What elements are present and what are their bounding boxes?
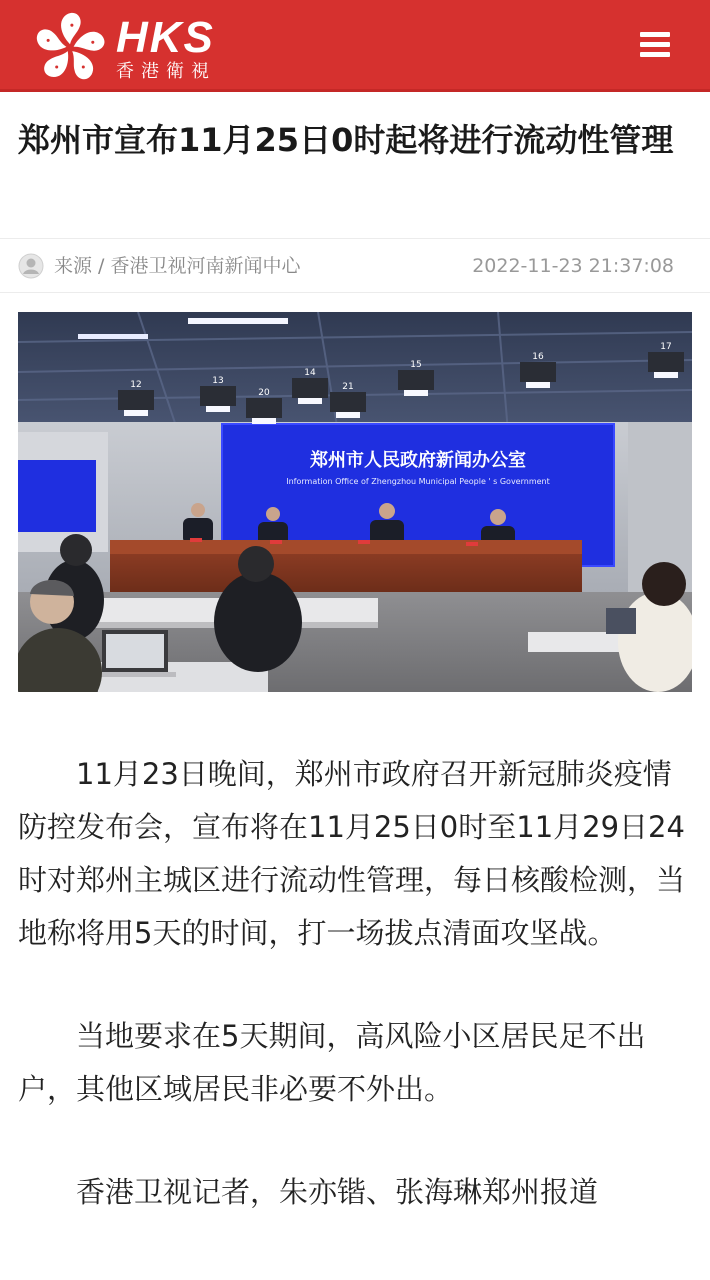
stage-light-glow bbox=[298, 398, 322, 404]
stage-light-number: 21 bbox=[342, 382, 354, 392]
stage-light-number: 14 bbox=[304, 368, 316, 378]
article-source: 来源 / 香港卫视河南新闻中心 bbox=[54, 255, 301, 277]
article-body bbox=[18, 748, 692, 1269]
stage-light-glow bbox=[526, 382, 550, 388]
stage-light-number: 20 bbox=[258, 388, 270, 398]
site-logo[interactable] bbox=[32, 10, 252, 86]
article-meta bbox=[18, 248, 674, 284]
brand-name: HKS bbox=[116, 13, 215, 62]
stage-light bbox=[398, 370, 434, 390]
divider bbox=[0, 292, 710, 293]
article-timestamp: 2022-11-23 21:37:08 bbox=[472, 255, 674, 277]
stage-light-number: 12 bbox=[130, 380, 142, 390]
bauhinia-flower-icon bbox=[32, 10, 108, 86]
stage-light-glow bbox=[124, 410, 148, 416]
stage-light-number: 16 bbox=[532, 352, 544, 362]
menu-bar bbox=[640, 42, 670, 47]
article-paragraph: 香港卫视记者，朱亦锴、张海琳郑州报道 bbox=[76, 1175, 599, 1209]
stage-light bbox=[292, 378, 328, 398]
hamburger-menu-icon[interactable] bbox=[640, 32, 670, 58]
stage-light-glow bbox=[404, 390, 428, 396]
article-paragraph: 当地要求在5天期间，高风险小区居民足不出户，其他区域居民非必要不外出。 bbox=[18, 1019, 646, 1106]
stage-light-glow bbox=[336, 412, 360, 418]
stage-light bbox=[330, 392, 366, 412]
backdrop-title: 郑州市人民政府新闻办公室 bbox=[310, 450, 526, 471]
stage-light-number: 17 bbox=[660, 342, 672, 352]
site-header bbox=[0, 0, 710, 92]
user-avatar-icon bbox=[18, 253, 44, 279]
article-title: 郑州市宣布11月25日0时起将进行流动性管理 bbox=[18, 121, 674, 159]
backdrop-subtitle: Information Office of Zhengzhou Municipal People ' s Government bbox=[286, 477, 550, 486]
stage-light-glow bbox=[654, 372, 678, 378]
stage-light-number: 13 bbox=[212, 376, 224, 386]
press-conference-photo bbox=[18, 312, 692, 692]
stage-light bbox=[648, 352, 684, 372]
stage-light-number: 15 bbox=[410, 360, 422, 370]
stage-light-glow bbox=[206, 406, 230, 412]
article-paragraph: 11月23日晚间，郑州市政府召开新冠肺炎疫情防控发布会，宣布将在11月25日0时至11月29日24时对郑州主城区进行流动性管理，每日核酸检测，当地称将用5天的时间，打一场拔点清面攻坚战。 bbox=[18, 757, 686, 950]
divider bbox=[0, 238, 710, 239]
stage-light bbox=[520, 362, 556, 382]
menu-bar bbox=[640, 52, 670, 57]
stage-light bbox=[118, 390, 154, 410]
menu-bar bbox=[640, 32, 670, 37]
brand-subtitle: 香港衛視 bbox=[116, 61, 216, 82]
stage-light bbox=[200, 386, 236, 406]
stage-light bbox=[246, 398, 282, 418]
stage-light-glow bbox=[252, 418, 276, 424]
